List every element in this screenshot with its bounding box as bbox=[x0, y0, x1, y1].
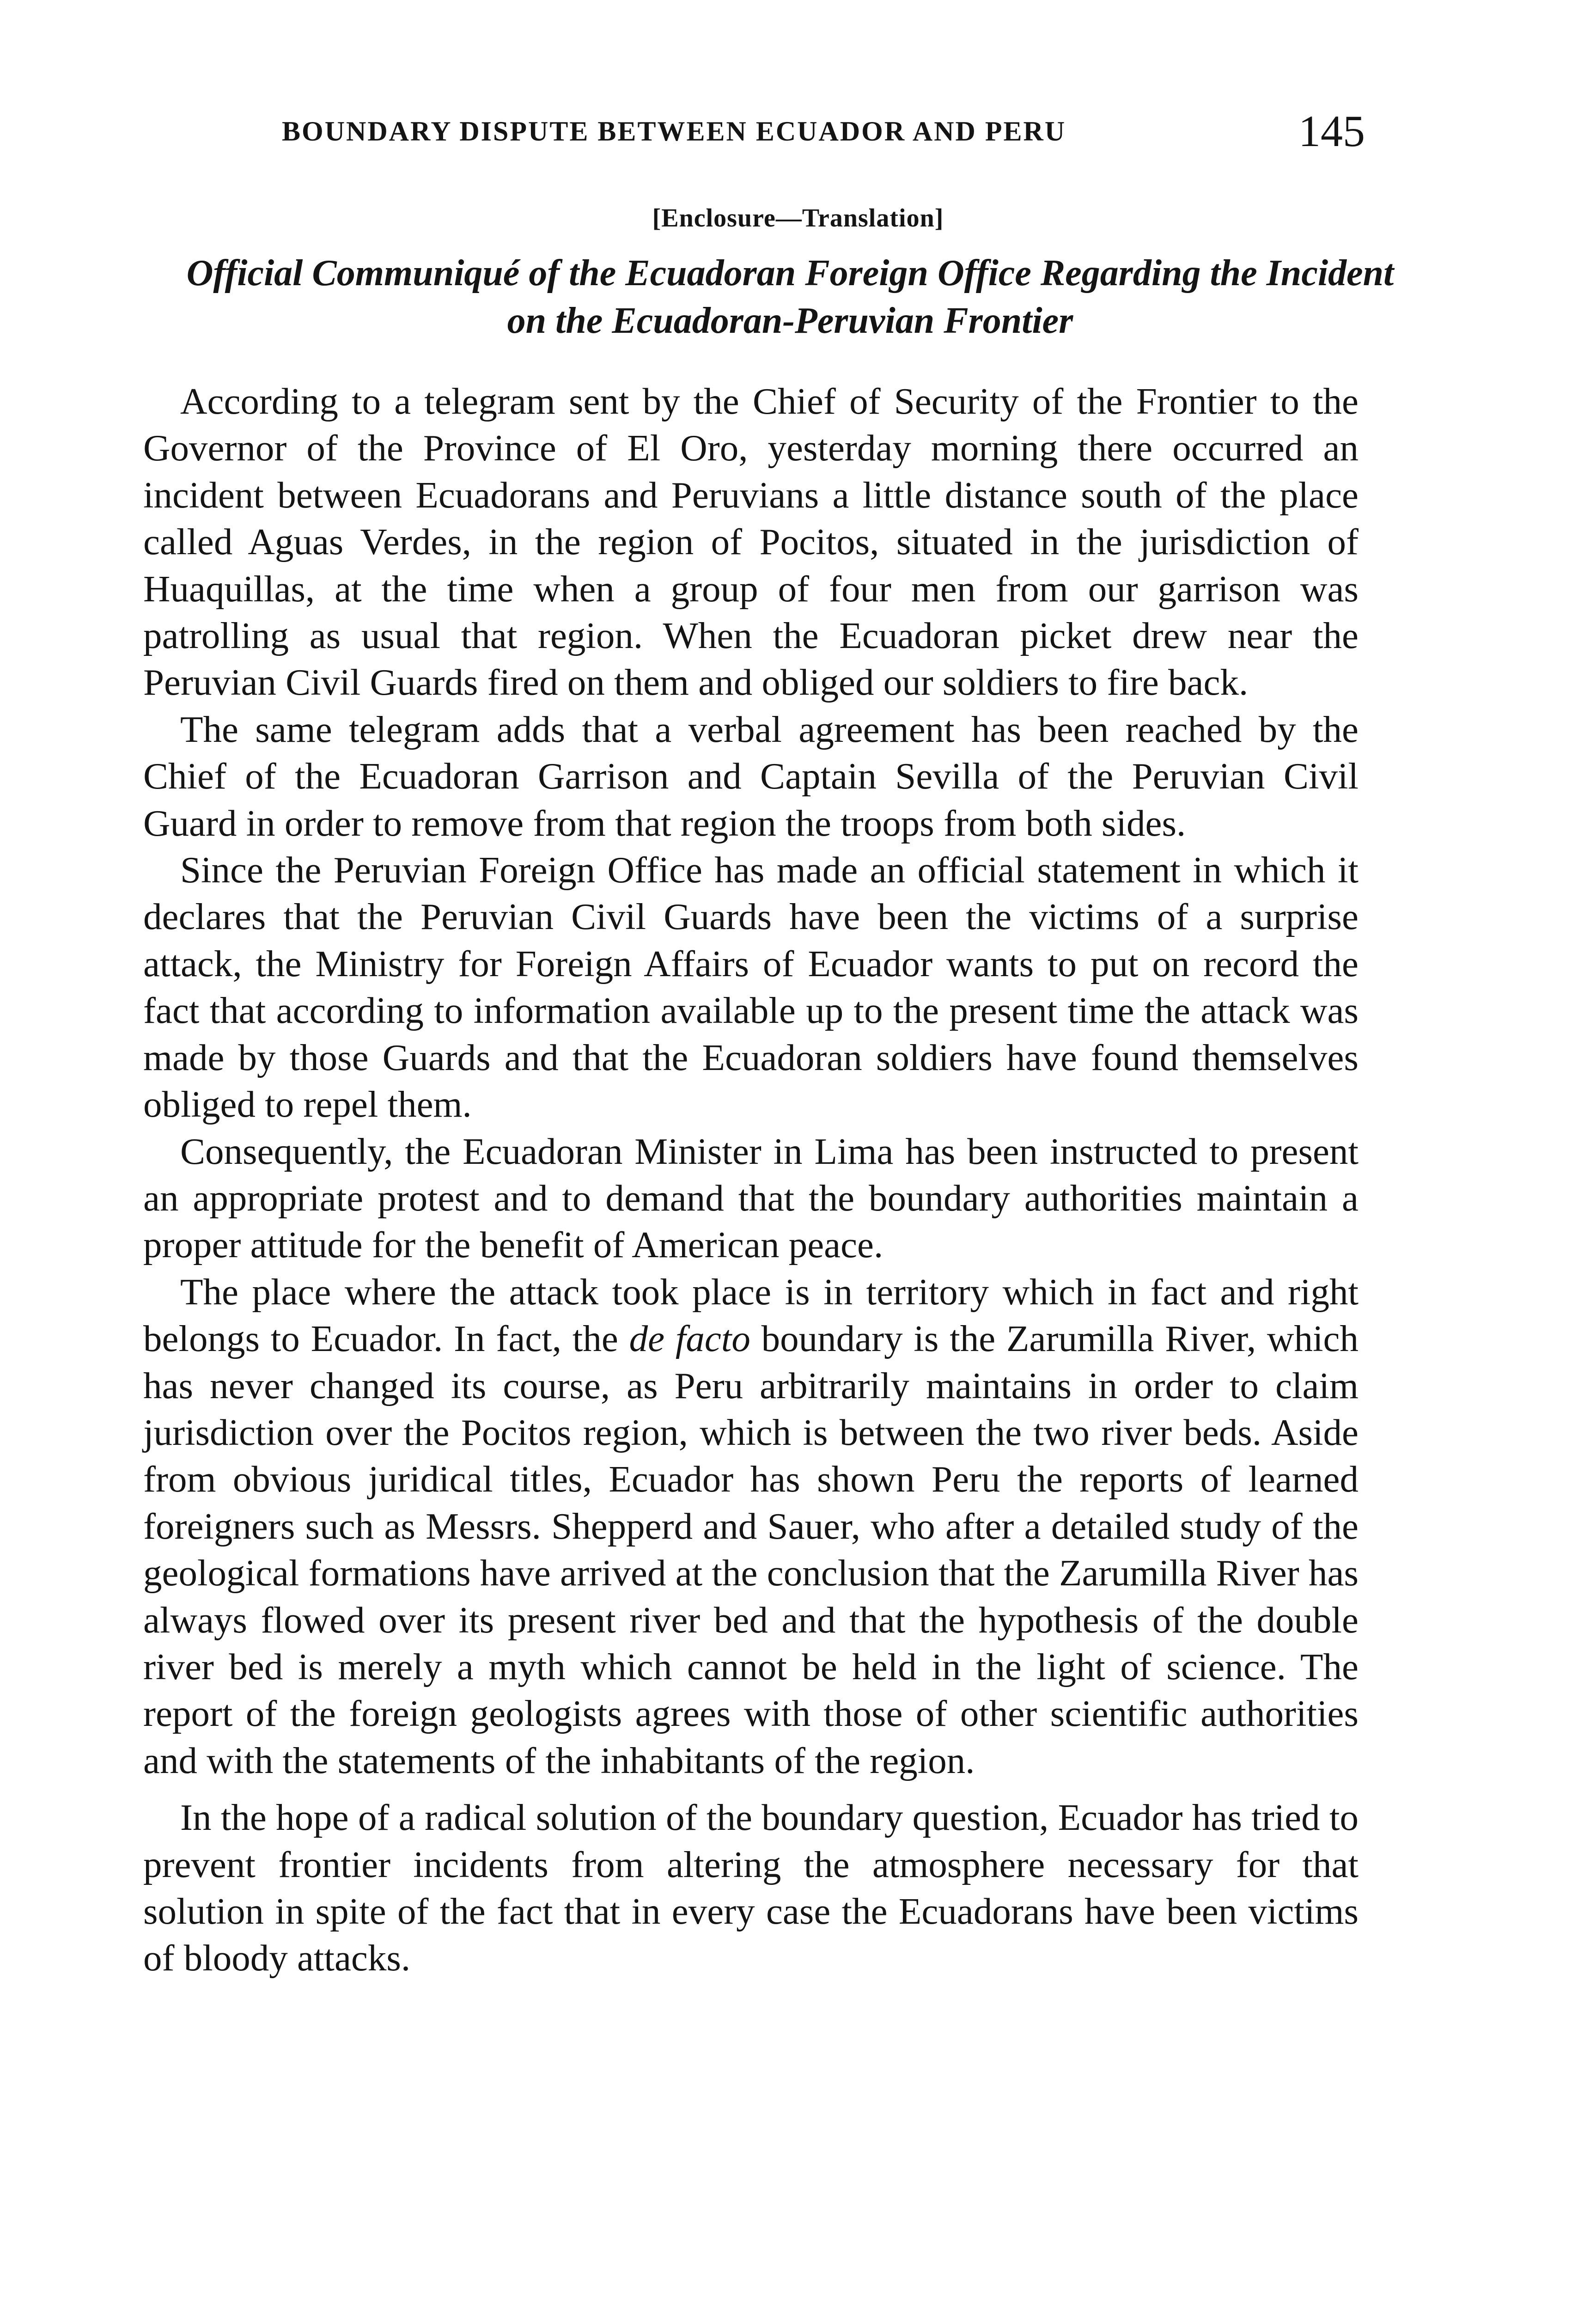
paragraph-4: Consequently, the Ecuadoran Minister in Lima has been instructed to present an appropriate protest and to demand that the boundary authorities maintain a proper attitude for the benefit of American peace. bbox=[143, 1130, 1358, 1266]
document-body bbox=[143, 378, 1358, 1982]
enclosure-label: [Enclosure—Translation] bbox=[652, 204, 944, 232]
running-head-title: BOUNDARY DISPUTE BETWEEN ECUADOR AND PERU bbox=[282, 116, 1066, 147]
paragraph-3: Since the Peruvian Foreign Office has made an official statement in which it declares that the Peruvian Civil Guards have been the victims of a surprise attack, the Ministry for Foreign Affairs of Ecuador wants to put on record the fact that according to information available up to the present time the attack was made by those Guards and that the Ecuadoran soldiers have found themselves obliged to repel them. bbox=[143, 849, 1358, 1125]
page-number: 145 bbox=[1298, 106, 1365, 156]
paragraph-5 bbox=[143, 1269, 1358, 1784]
paragraph-5-text-after: boundary is the Zarumilla River, which has never changed its course, as Peru arbitrarily maintains in order to claim jurisdiction over the Pocitos region, which is between the two river beds. Aside from obvious juridical titles, Ecuador has shown Peru the reports of learned foreigners such as Messrs. Shepperd and Sauer, who after a detailed study of the geological formations have arrived at the conclusion that the Zarumilla River has always flowed over its present river bed and that the hypothesis of the double river bed is merely a myth which cannot be held in the light of science. The report of the foreign geologists agrees with those of other scientific authorities and with the statements of the inhabitants of the region. bbox=[143, 1318, 1358, 1781]
paragraph-6: In the hope of a radical solution of the boundary question, Ecuador has tried to prevent frontier incidents from altering the atmosphere necessary for that solution in spite of the fact that in every case the Ecuadorans have been victims of bloody attacks. bbox=[143, 1797, 1358, 1979]
document-title: Official Communiqué of the Ecuadoran Foreign Office Regarding the Incident on the Ecuadoran-Peruvian Frontier bbox=[186, 253, 1394, 341]
paragraph-5-text-before: The place where the attack took place is in territory which in fact and right belongs to Ecuador. In fact, the bbox=[143, 1271, 1358, 1360]
paragraph-5-emphasis: de facto bbox=[629, 1318, 750, 1360]
paragraph-2: The same telegram adds that a verbal agreement has been reached by the Chief of the Ecuadoran Garrison and Captain Sevilla of the Peruvian Civil Guard in order to remove from that region the troops from both sides. bbox=[143, 708, 1358, 844]
paragraph-1: According to a telegram sent by the Chief of Security of the Frontier to the Governor of the Province of El Oro, yesterday morning there occurred an incident between Ecuadorans and Peruvians a little distance south of the place called Aguas Verdes, in the region of Pocitos, situated in the jurisdiction of Huaquillas, at the time when a group of four men from our garrison was patrolling as usual that region. When the Ecuadoran picket drew near the Peruvian Civil Guards fired on them and obliged our soldiers to fire back. bbox=[143, 380, 1358, 703]
